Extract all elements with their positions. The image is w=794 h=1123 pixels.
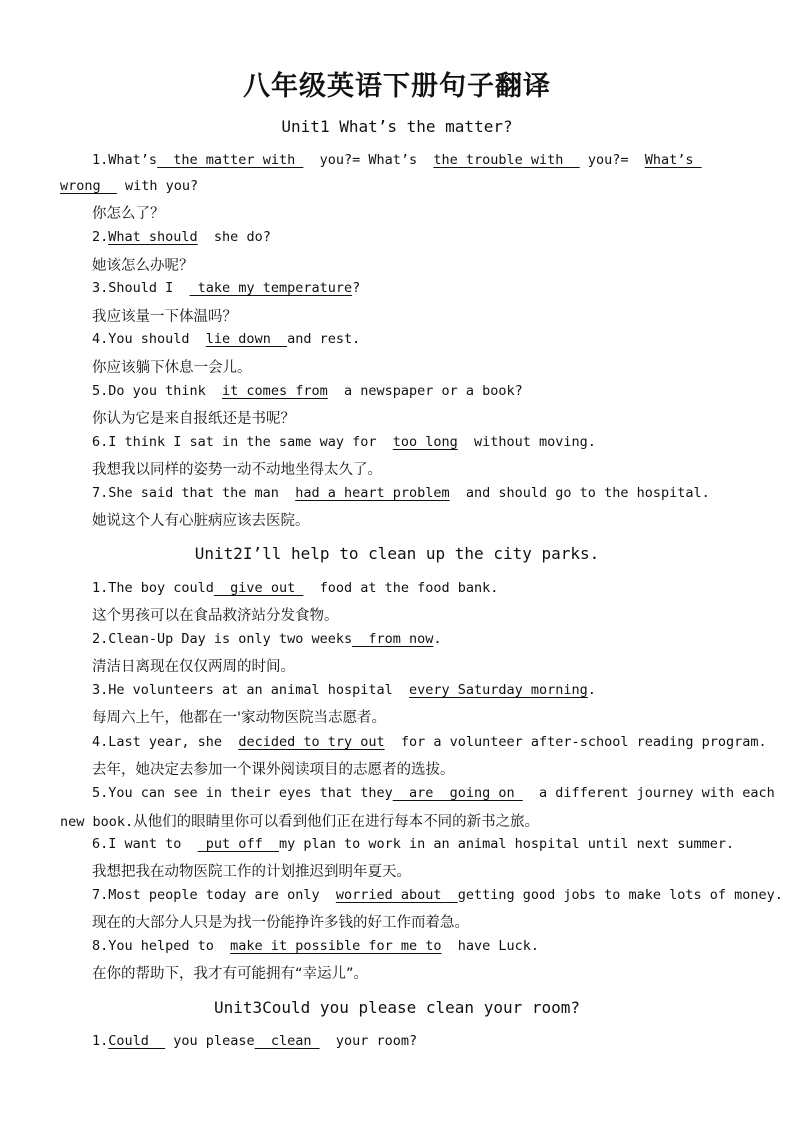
- unit1-heading: Unit1 What’s the matter?: [281, 117, 513, 136]
- unit2-translation-6: 我想把我在动物医院工作的计划推迟到明年夏天。: [92, 864, 411, 880]
- unit2-sentence-8: 8.You helped to make it possible for me to have Luck.: [92, 938, 540, 954]
- unit1-sentence-5: 5.Do you think it comes from a newspaper or a book?: [92, 383, 523, 399]
- unit3-heading: Unit3Could you please clean your room?: [213, 998, 581, 1017]
- unit2-translation-2: 清洁日离现在仅仅两周的时间。: [92, 659, 295, 675]
- unit2-translation-4: 去年，她决定去参加一个课外阅读项目的志愿者的选拔。: [92, 762, 455, 778]
- unit2-translation-7: 现在的大部分人只是为找一份能挣许多钱的好工作而着急。: [92, 915, 469, 931]
- unit2-translation-1: 这个男孩可以在食品救济站分发食物。: [92, 608, 339, 624]
- unit2-sentence-5: 5.You can see in their eyes that they are going on a different journey with each: [92, 785, 775, 801]
- unit2-heading: Unit2I’ll help to clean up the city parks.: [194, 544, 600, 563]
- unit2-sentence-5-continued: new book.从他们的眼睛里你可以看到他们正在进行每本不同的新书之旅。: [60, 814, 540, 830]
- unit1-sentence-1: 1.What’s the matter with you?= What’s the trouble with you?= What’s: [92, 152, 702, 168]
- unit2-sentence-3: 3.He volunteers at an animal hospital every Saturday morning.: [92, 682, 596, 698]
- unit1-translation-1: 你怎么了？: [92, 206, 165, 222]
- unit2-sentence-7: 7.Most people today are only worried about getting good jobs to make lots of money.: [92, 887, 783, 903]
- unit2-translation-8: 在你的帮助下，我才有可能拥有“幸运儿”。: [92, 966, 369, 982]
- unit1-sentence-7: 7.She said that the man had a heart problem and should go to the hospital.: [92, 485, 710, 501]
- unit2-sentence-6: 6.I want to put off my plan to work in an animal hospital until next summer.: [92, 836, 735, 852]
- unit2-sentence-4: 4.Last year, she decided to try out for a volunteer after-school reading program.: [92, 734, 767, 750]
- unit2-sentence-1: 1.The boy could give out food at the food bank.: [92, 580, 499, 596]
- unit1-sentence-4: 4.You should lie down and rest.: [92, 331, 361, 347]
- unit1-translation-6: 我想我以同样的姿势一动不动地坐得太久了。: [92, 462, 382, 478]
- unit1-sentence-6: 6.I think I sat in the same way for too long without moving.: [92, 434, 596, 450]
- unit1-translation-5: 你认为它是来自报纸还是书呢？: [92, 411, 295, 427]
- unit2-sentence-2: 2.Clean-Up Day is only two weeks from now.: [92, 631, 442, 647]
- document-title: 八年级英语下册句子翻译: [243, 71, 551, 102]
- unit1-translation-3: 我应该量一下体温吗？: [92, 309, 237, 325]
- unit1-translation-4: 你应该躺下休息一会儿。: [92, 360, 252, 376]
- unit3-sentence-1: 1.Could you please clean your room?: [92, 1033, 418, 1049]
- unit1-sentence-2: 2.What should she do?: [92, 229, 271, 245]
- unit2-translation-5: 从他们的眼睛里你可以看到他们正在进行每本不同的新书之旅。: [133, 814, 540, 830]
- unit1-translation-2: 她该怎么办呢？: [92, 258, 194, 274]
- unit1-translation-7: 她说这个人有心脏病应该去医院。: [92, 513, 310, 529]
- unit1-sentence-1-continued: wrong with you?: [60, 178, 199, 194]
- unit1-sentence-3: 3.Should I take my temperature?: [92, 280, 361, 296]
- unit2-translation-3: 每周六上午，他都在一'家动物医院当志愿者。: [92, 710, 386, 726]
